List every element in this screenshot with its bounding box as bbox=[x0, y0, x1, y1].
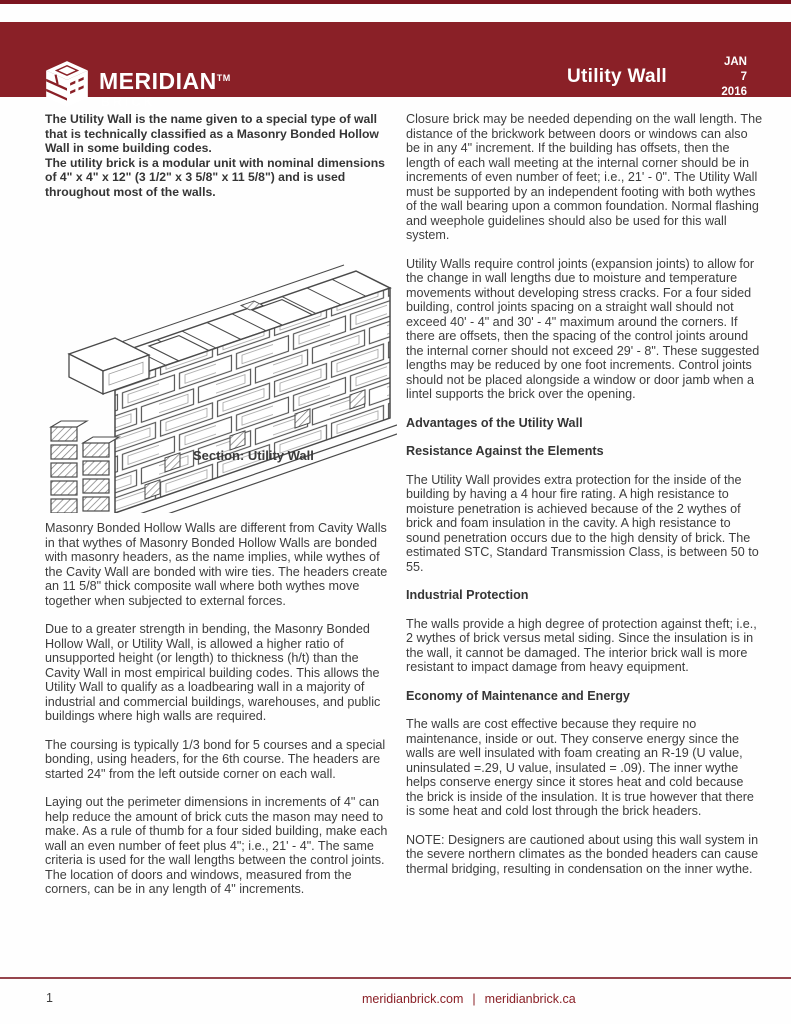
heading-resistance-elements: Resistance Against the Elements bbox=[406, 444, 604, 458]
heading-advantages: Advantages of the Utility Wall bbox=[406, 415, 583, 430]
paragraph-perimeter: Laying out the perimeter dimensions in increments of 4" can help reduce the amount of brick cuts the mason may need to make. As a rule of thumb for a four sided building, make each wall an even number of feet plus 4"; i.e., 21' - 4". The same criteria is used for the wall lengths between the control joints. The location of doors and windows, measured from the corners, can be in any length of 4" increments. bbox=[45, 795, 388, 896]
paragraph-control-joints: Utility Walls require control joints (expansion joints) to allow for the change in wall lengths due to moisture and temperature movements without developing stress cracks. For a four sided building, control joints spacing on a straight wall should not exceed 40' - 4" and 30' - 4" maximum around the corners. If there are offsets, then the spacing of the control joints around the internal corner should not exceed 29' - 8". These suggested lengths may be reduced by one foot increments. Control joints should not be placed alongside a window or door jamb when a lintel supports the brick over the opening. bbox=[406, 256, 760, 401]
date-year: 2016 bbox=[721, 86, 747, 98]
top-accent-strip bbox=[0, 0, 791, 4]
date-month: JAN bbox=[723, 56, 747, 68]
brand-name-label: MERIDIAN bbox=[99, 68, 217, 94]
right-column bbox=[406, 112, 764, 890]
paragraph-fire-rating: The Utility Wall provides extra protection for the inside of the building by having a 4 hour fire rating. A high resistance to moisture penetration is achieved because of the 2 wythes of brick and foam insulation in the cavity. A high resistance to sound penetration occurs due to the high density of brick. The estimated STC, Standard Transmission Class, is between 50 to 55. bbox=[406, 472, 759, 574]
paragraph-cost-effective: The walls are cost effective because they require no maintenance, inside or out. They conserve energy since the walls are well insulated with foam creating an R-19 (U value, uninsulated =.29, U value, insulated = .09). The inner wythe helps conserve energy since it stores heat and cold because the brick is inside of the insulation. It is true however that there is some heat and cold lost through the brick headers. bbox=[406, 717, 754, 818]
brand-logo bbox=[44, 59, 231, 109]
brick-building-icon bbox=[44, 59, 90, 109]
brand-text bbox=[99, 67, 231, 109]
paragraph-theft-protection: The walls provide a high degree of protection against theft; i.e., 2 wythes of brick versus metal siding. Since the insulation is in the wall, it cannot be damaged. The interior brick wall is more resistant to impact damage from heavy equipment. bbox=[406, 616, 757, 674]
footer-rule bbox=[0, 977, 791, 979]
figure-caption: Section: Utility Wall bbox=[193, 448, 314, 463]
heading-industrial-protection: Industrial Protection bbox=[406, 588, 529, 602]
intro-block bbox=[45, 112, 394, 199]
paragraph-note: NOTE: Designers are cautioned about using this wall system in the severe northern climates as the bonded headers can cause thermal bridging, resulting in condensation on the inner wythe. bbox=[406, 832, 759, 876]
page-title: Utility Wall bbox=[566, 66, 667, 87]
paragraph-masonry-bonded: Masonry Bonded Hollow Walls are different from Cavity Walls in that wythes of Masonry Bonded Hollow Walls are bonded with masonry headers, as the name implies, while wythes of the Cavity Wall are bonded with wire ties. The headers create an 11 5/8" thick composite wall where both wythes move together when subjected to external forces. bbox=[45, 521, 388, 608]
paragraph-closure-brick: Closure brick may be needed depending on the wall length. The distance of the brickwork between doors or windows can also be in any 4" increment. If the building has offsets, then the length of each wall meeting at the internal corner should be in increments of even number of feet; i.e., 21' - 0". The Utility Wall must be supported by an independent footing with both wythes of the wall bearing upon a common foundation. Normal flashing and weephole guidelines should also be used for this wall system. bbox=[406, 112, 763, 242]
header-band bbox=[0, 22, 791, 109]
wall-section-figure bbox=[45, 213, 394, 513]
brand-sub-label: BRICK bbox=[101, 95, 156, 109]
utility-wall-illustration bbox=[45, 213, 397, 513]
footer-links bbox=[362, 992, 576, 1006]
intro-paragraph-1: The Utility Wall is the name given to a special type of wall that is technically classified as a Masonry Bonded Hollow Wall in some building codes. bbox=[45, 112, 379, 155]
brand-trademark: TM bbox=[216, 73, 231, 83]
date-day: 7 bbox=[740, 71, 747, 83]
paragraph-coursing: The coursing is typically 1/3 bond for 5 courses and a special bonding, using headers, for the 6th course. The headers are started 24" from the left outside corner on each wall. bbox=[45, 737, 386, 781]
paragraph-strength-bending: Due to a greater strength in bending, the Masonry Bonded Hollow Wall, or Utility Wall, is allowed a higher ratio of unsupported height (or length) to thickness (h/t) than the Cavity Wall in most empirical building codes. This allows the Utility Wall to qualify as a loadbearing wall in a majority of industrial and commercial buildings, warehouses, and public buildings where high walls are required. bbox=[45, 622, 381, 723]
footer-link-separator: | bbox=[472, 992, 476, 1006]
left-column bbox=[45, 112, 394, 911]
doc-date bbox=[721, 55, 747, 100]
intro-paragraph-2: The utility brick is a modular unit with nominal dimensions of 4" x 4" x 12" (3 1/2" x 3 5/8" x 11 5/8") and is used throughout most of the walls. bbox=[45, 155, 385, 199]
page-number: 1 bbox=[46, 991, 53, 1005]
footer-link-meridianbrick-ca[interactable]: meridianbrick.ca bbox=[484, 992, 576, 1006]
heading-economy: Economy of Maintenance and Energy bbox=[406, 688, 630, 703]
brand-name bbox=[99, 67, 231, 93]
footer-link-meridianbrick-com[interactable]: meridianbrick.com bbox=[362, 992, 464, 1006]
